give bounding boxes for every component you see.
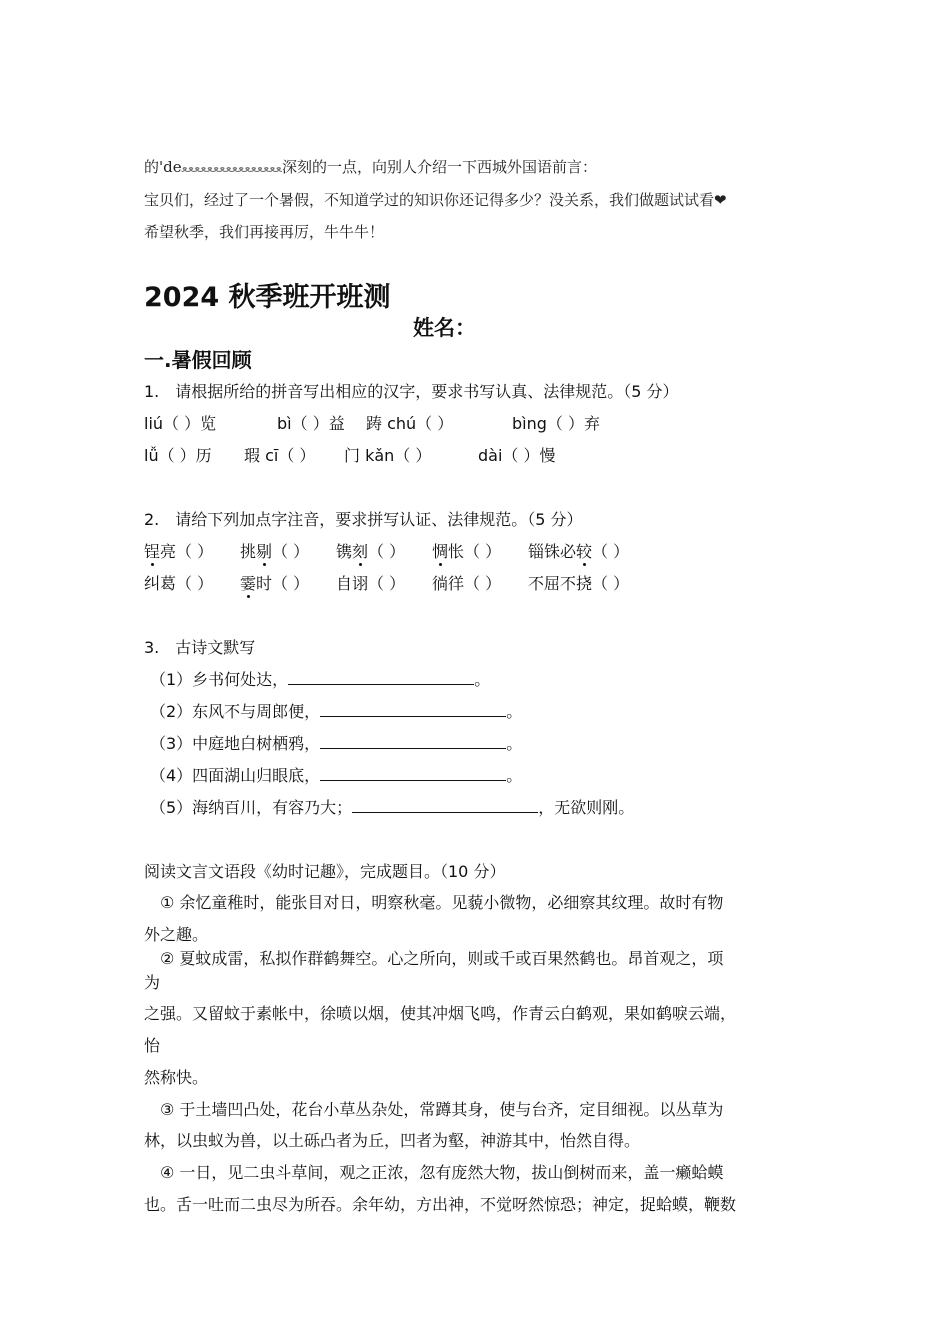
question-3-prompt: 3. 古诗文默写 (144, 638, 256, 657)
q2-item: 惆怅（ ） (432, 542, 502, 561)
passage-line: ③ 于土墙凹凸处，花台小草丛杂处，常蹲其身，使与台齐，定目细视。以丛草为 (144, 1100, 724, 1119)
q2-item: 挑剔（ ） (240, 542, 310, 561)
q2-item: 锃亮（ ） (144, 542, 214, 561)
question-2-prompt: 2. 请给下列加点字注音，要求拼写认证、法律规范。（5 分） (144, 510, 583, 529)
q2-item: 纠葛（ ） (144, 574, 214, 593)
passage-line: 为 (144, 973, 161, 992)
passage-line: 然称快。 (144, 1068, 209, 1087)
q1-item: bì（ ）益 (277, 414, 345, 433)
answer-blank[interactable] (320, 736, 506, 749)
intro-line-1-suffix: 深刻的一点，向别人介绍一下西城外国语前言： (281, 158, 597, 176)
dotted-char: 刻 (352, 542, 369, 561)
poem-line: （2）东风不与周郎便， 。 (150, 702, 523, 721)
q1-item: dài（ ）慢 (478, 446, 556, 465)
q1-item: lǚ（ ）历 (144, 446, 212, 465)
q1-item: 瑕 cī（ ） (244, 446, 316, 465)
passage-line: 外之趣。 (144, 925, 209, 944)
dotted-char: 惆 (432, 542, 449, 561)
q1-item: bìng（ ）弃 (512, 414, 600, 433)
reading-prompt: 阅读文言文语段《幼时记趣》，完成题目。（10 分） (144, 862, 506, 881)
passage-line: 怡 (144, 1036, 161, 1055)
q1-item: 门 kǎn（ ） (344, 446, 432, 465)
q2-item: 徜徉（ ） (432, 574, 502, 593)
q2-item: 镌刻（ ） (336, 542, 406, 561)
section-heading: 一.暑假回顾 (144, 348, 252, 372)
answer-blank[interactable] (288, 672, 474, 685)
dotted-char: 较 (576, 542, 593, 561)
intro-line-2: 宝贝们，经过了一个暑假，不知道学过的知识你还记得多少？没关系，我们做题试试看❤ (144, 191, 727, 209)
garbled-text: ﻌﻌﻌﻌﻌﻌﻌﻌﻌﻌﻌﻌﻌﻌﻌﻌ (181, 161, 282, 176)
intro-line-1 (144, 156, 597, 177)
dotted-char: 霎 (240, 574, 257, 593)
poem-line: （5）海纳百川，有容乃大； ，无欲则刚。 (150, 798, 635, 817)
answer-blank[interactable] (320, 768, 506, 781)
passage-line: ④ 一日，见二虫斗草间，观之正浓，忽有庞然大物，拔山倒树而来，盖一癞蛤蟆 (144, 1163, 724, 1182)
answer-blank[interactable] (352, 800, 538, 813)
passage-line: ① 余忆童稚时，能张目对日，明察秋毫。见藐小微物，必细察其纹理。故时有物 (144, 893, 724, 912)
intro-line-3: 希望秋季，我们再接再厉，牛牛牛！ (144, 223, 385, 241)
q1-item: 踌 chú（ ） (366, 414, 454, 433)
answer-blank[interactable] (320, 704, 506, 717)
poem-line: （4）四面湖山归眼底， 。 (150, 766, 523, 785)
poem-line: （3）中庭地白树栖鸦， 。 (150, 734, 523, 753)
passage-line: 林，以虫蚁为兽，以土砾凸者为丘，凹者为壑，神游其中，怡然自得。 (144, 1131, 641, 1150)
passage-line: 之强。又留蚊于素帐中，徐喷以烟，使其冲烟飞鸣，作青云白鹤观，果如鹤唳云端， (144, 1004, 737, 1023)
q2-item: 不屈不挠（ ） (528, 574, 630, 593)
q2-item: 锱铢必较（ ） (528, 542, 630, 561)
dotted-char: 剔 (256, 542, 273, 561)
question-1-prompt: 1. 请根据所给的拼音写出相应的汉字，要求书写认真、法律规范。（5 分） (144, 382, 679, 401)
q2-item: 自诩（ ） (336, 574, 406, 593)
dotted-char: 锃 (144, 542, 161, 561)
poem-line: （1）乡书何处达， 。 (150, 670, 491, 689)
passage-line: 也。舌一吐而二虫尽为所吞。余年幼，方出神，不觉呀然惊恐；神定，捉蛤蟆，鞭数 (144, 1195, 737, 1214)
q1-item: liú（ ）览 (144, 414, 217, 433)
q2-item: 霎时（ ） (240, 574, 310, 593)
document-title: 2024 秋季班开班测 (144, 282, 391, 313)
intro-line-1-prefix: 的'de (144, 158, 182, 176)
passage-line: ② 夏蚊成雷，私拟作群鹤舞空。心之所向，则或千或百果然鹤也。昂首观之，项 (144, 949, 724, 968)
name-label: 姓名： (413, 316, 476, 340)
